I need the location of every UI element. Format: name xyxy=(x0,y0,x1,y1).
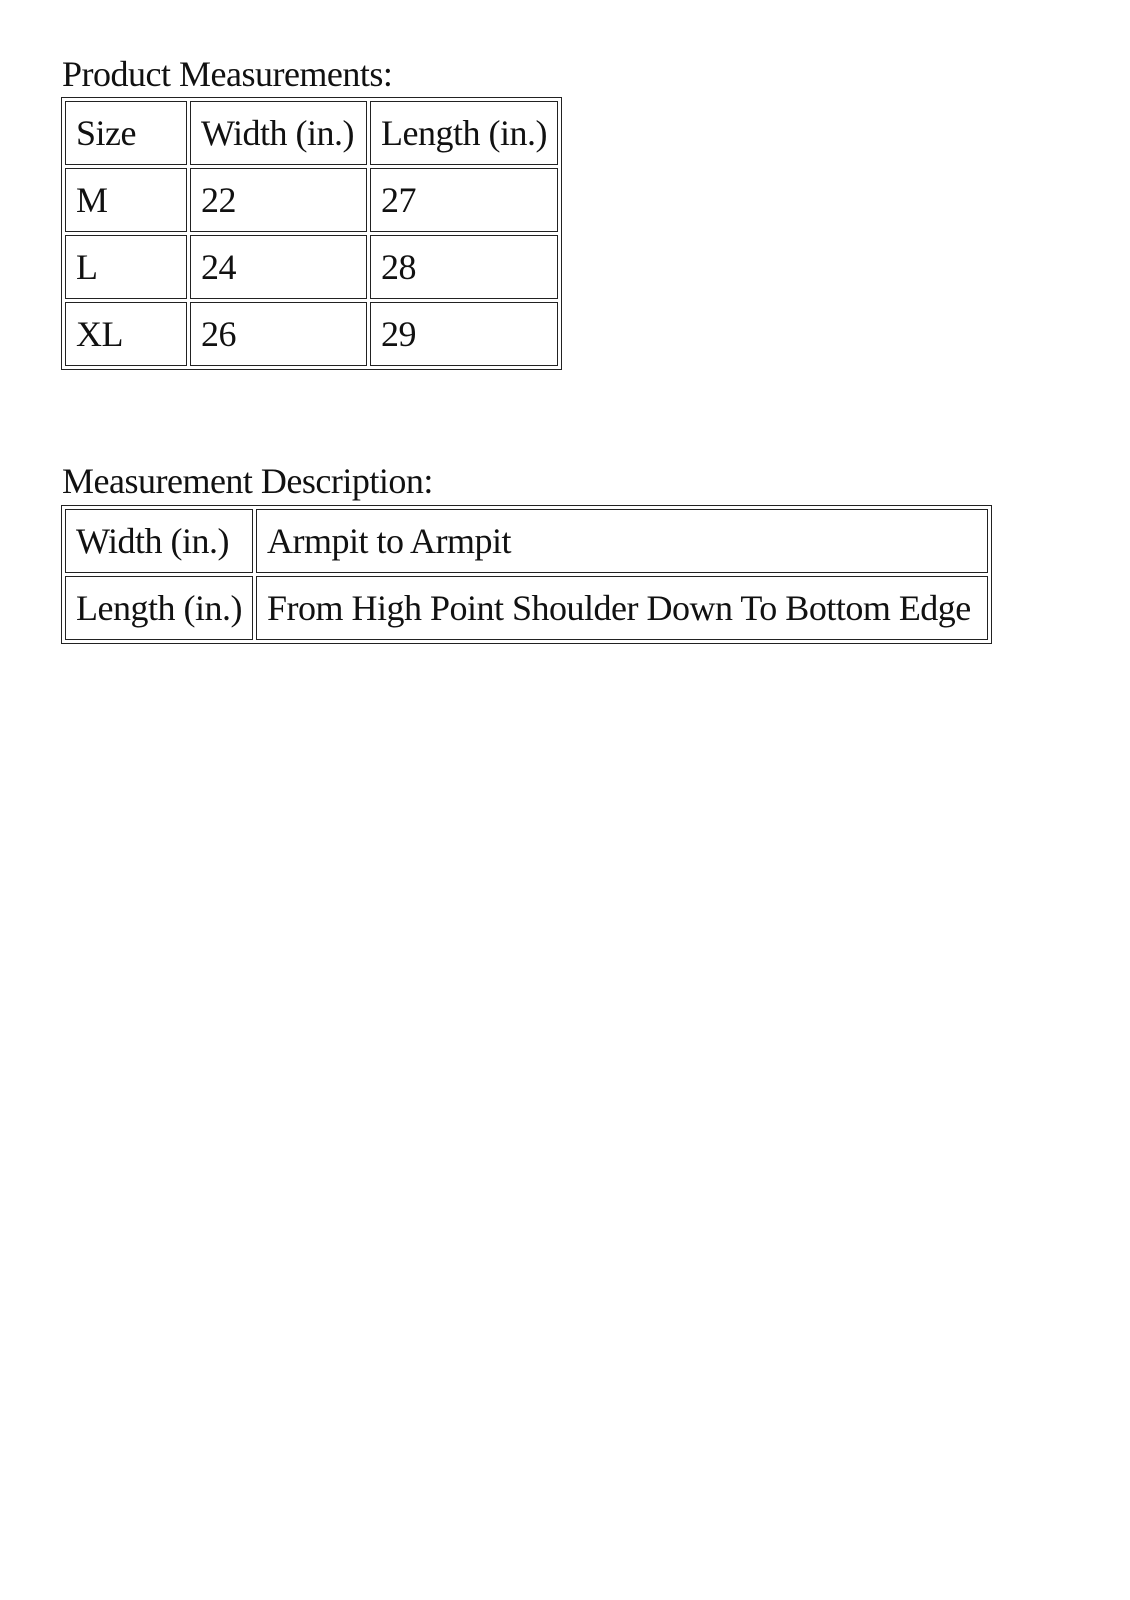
size-cell: XL xyxy=(65,302,187,366)
product-measurements-title: Product Measurements: xyxy=(62,54,393,94)
table-row xyxy=(65,235,558,299)
length-cell: 29 xyxy=(370,302,558,366)
header-width: Width (in.) xyxy=(190,101,367,165)
width-cell: 26 xyxy=(190,302,367,366)
measurement-description-table xyxy=(61,505,992,644)
measurement-term-cell: Width (in.) xyxy=(65,509,253,573)
table-row xyxy=(65,302,558,366)
table-row xyxy=(65,509,988,573)
table-header-row xyxy=(65,101,558,165)
size-cell: M xyxy=(65,168,187,232)
measurement-definition-cell: From High Point Shoulder Down To Bottom Edge xyxy=(256,576,988,640)
product-measurements-table xyxy=(61,97,562,370)
measurement-term-cell: Length (in.) xyxy=(65,576,253,640)
measurement-definition-cell: Armpit to Armpit xyxy=(256,509,988,573)
size-cell: L xyxy=(65,235,187,299)
length-cell: 28 xyxy=(370,235,558,299)
table-row xyxy=(65,168,558,232)
length-cell: 27 xyxy=(370,168,558,232)
width-cell: 22 xyxy=(190,168,367,232)
width-cell: 24 xyxy=(190,235,367,299)
header-size: Size xyxy=(65,101,187,165)
header-length: Length (in.) xyxy=(370,101,558,165)
table-row xyxy=(65,576,988,640)
measurement-description-title: Measurement Description: xyxy=(62,461,433,501)
